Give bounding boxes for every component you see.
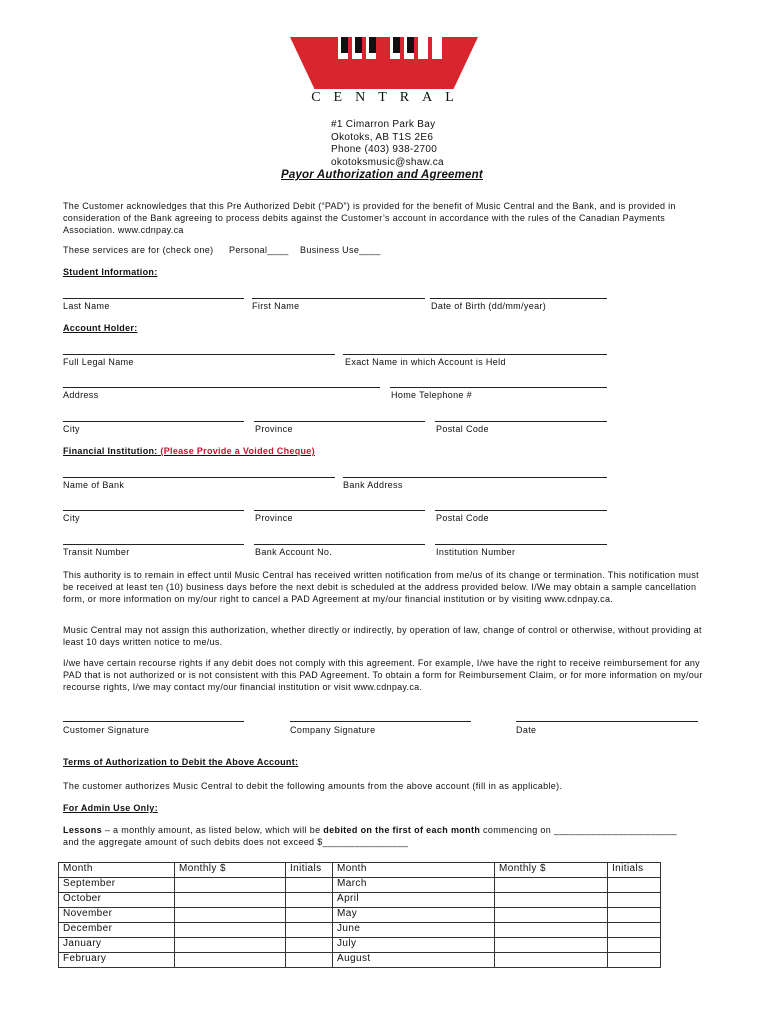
debit-schedule-table [58, 862, 661, 968]
amount-cell[interactable] [495, 893, 608, 908]
lessons-commencing[interactable]: commencing on _______________________ [480, 825, 678, 835]
services-label: These services are for (check one) [63, 245, 214, 255]
bank-name-label: Name of Bank [63, 480, 125, 490]
terms-heading: Terms of Authorization to Debit the Above Account: [63, 757, 299, 767]
customer-signature-field[interactable] [63, 721, 244, 722]
table-row [59, 938, 661, 953]
month-cell: September [59, 878, 175, 893]
lessons-text-bold: debited on the first of each month [323, 825, 481, 835]
first-name-field[interactable] [252, 298, 425, 299]
initials-cell[interactable] [286, 953, 333, 968]
financial-institution-heading [63, 446, 315, 456]
business-use-option[interactable]: Business Use____ [300, 245, 381, 255]
company-address [331, 119, 444, 169]
authority-paragraph: This authority is to remain in effect until Music Central has received written notification from me/us of its change or termination. This notification must be received at least ten (10) business days before the next debit is scheduled at the address provided below. I/We may obtain a sample cancellation form, or more information on my/our right to cancel a PAD Agreement at my/our financial institution or by visiting www.cdnpay.ca. [63, 570, 699, 604]
transit-number-field[interactable] [63, 544, 244, 545]
amount-cell[interactable] [175, 878, 286, 893]
header-monthly-amount: Monthly $ [175, 863, 286, 878]
account-holder-heading: Account Holder: [63, 323, 138, 333]
page-title: Payor Authorization and Agreement [281, 169, 483, 181]
address-line-1: #1 Cimarron Park Bay [331, 119, 436, 130]
student-info-heading: Student Information: [63, 267, 158, 277]
lessons-text-a: – a monthly amount, as listed below, which will be [101, 825, 324, 835]
institution-number-label: Institution Number [436, 547, 516, 557]
institution-number-field[interactable] [435, 544, 607, 545]
amount-cell[interactable] [495, 953, 608, 968]
date-label: Date [516, 725, 537, 735]
month-cell: July [333, 938, 495, 953]
financial-heading-label: Financial Institution: [63, 446, 158, 456]
first-name-label: First Name [252, 301, 300, 311]
amount-cell[interactable] [175, 938, 286, 953]
province-label: Province [255, 424, 293, 434]
province-field[interactable] [254, 421, 425, 422]
logo-word-music: MUSIC [333, 55, 435, 88]
date-field[interactable] [516, 721, 698, 722]
table-row [59, 893, 661, 908]
home-telephone-field[interactable] [390, 387, 607, 388]
lessons-line-2[interactable]: and the aggregate amount of such debits does not exceed $________________ [63, 837, 409, 847]
amount-cell[interactable] [175, 908, 286, 923]
bank-postal-code-field[interactable] [435, 510, 607, 511]
bank-address-label: Bank Address [343, 480, 403, 490]
initials-cell[interactable] [608, 893, 661, 908]
month-cell: March [333, 878, 495, 893]
voided-cheque-note: (Please Provide a Voided Cheque) [160, 446, 315, 456]
address-email: okotoksmusic@shaw.ca [331, 156, 444, 168]
amount-cell[interactable] [495, 878, 608, 893]
header-month: Month [59, 863, 175, 878]
home-telephone-label: Home Telephone # [391, 390, 472, 400]
month-cell: December [59, 923, 175, 938]
initials-cell[interactable] [608, 908, 661, 923]
bank-name-field[interactable] [63, 477, 335, 478]
postal-code-label: Postal Code [436, 424, 489, 434]
exact-name-label: Exact Name in which Account is Held [345, 357, 506, 367]
city-field[interactable] [63, 421, 244, 422]
month-cell: April [333, 893, 495, 908]
last-name-label: Last Name [63, 301, 110, 311]
logo-word-central: CENTRAL [311, 90, 467, 105]
full-legal-name-label: Full Legal Name [63, 357, 134, 367]
amount-cell[interactable] [495, 938, 608, 953]
dob-field[interactable] [430, 298, 607, 299]
amount-cell[interactable] [175, 893, 286, 908]
terms-text: The customer authorizes Music Central to debit the following amounts from the above account (fill in as applicable). [63, 781, 563, 791]
dob-label: Date of Birth (dd/mm/year) [431, 301, 547, 311]
admin-use-heading: For Admin Use Only: [63, 803, 158, 813]
table-row [59, 923, 661, 938]
customer-signature-label: Customer Signature [63, 725, 150, 735]
table-header-row [59, 863, 661, 878]
month-cell: June [333, 923, 495, 938]
initials-cell[interactable] [608, 953, 661, 968]
bank-account-label: Bank Account No. [255, 547, 333, 557]
month-cell: November [59, 908, 175, 923]
table-row [59, 908, 661, 923]
header-monthly-amount: Monthly $ [495, 863, 608, 878]
amount-cell[interactable] [175, 923, 286, 938]
address-line-2: Okotoks, AB T1S 2E6 [331, 131, 434, 143]
personal-option[interactable]: Personal____ [229, 245, 289, 255]
table-row [59, 953, 661, 968]
address-field[interactable] [63, 387, 380, 388]
bank-city-label: City [63, 513, 80, 523]
header-initials: Initials [608, 863, 661, 878]
initials-cell[interactable] [286, 923, 333, 938]
amount-cell[interactable] [175, 953, 286, 968]
assignment-paragraph: Music Central may not assign this authorization, whether directly or indirectly, by operation of law, change of control or otherwise, without providing at least 10 days written notice to me/us. [63, 625, 702, 647]
month-cell: August [333, 953, 495, 968]
initials-cell[interactable] [286, 893, 333, 908]
bank-account-field[interactable] [254, 544, 425, 545]
amount-cell[interactable] [495, 923, 608, 938]
header-month: Month [333, 863, 495, 878]
exact-name-field[interactable] [343, 354, 607, 355]
company-signature-label: Company Signature [290, 725, 376, 735]
initials-cell[interactable] [286, 878, 333, 893]
initials-cell[interactable] [286, 938, 333, 953]
initials-cell[interactable] [608, 938, 661, 953]
initials-cell[interactable] [608, 878, 661, 893]
intro-paragraph: The Customer acknowledges that this Pre Authorized Debit (“PAD”) is provided for the benefit of Music Central and the Bank, and is provided in consideration of the Bank agreeing to process debits against the Customer’s account in accordance with the rules of the Canadian Payments Association. www.cdnpay.ca [63, 201, 676, 235]
city-label: City [63, 424, 80, 434]
bank-postal-code-label: Postal Code [436, 513, 489, 523]
month-cell: February [59, 953, 175, 968]
lessons-label: Lessons [63, 825, 102, 835]
table-row [59, 878, 661, 893]
postal-code-field[interactable] [435, 421, 607, 422]
month-cell: May [333, 908, 495, 923]
month-cell: October [59, 893, 175, 908]
initials-cell[interactable] [286, 908, 333, 923]
address-line-3: Phone (403) 938-2700 [331, 144, 438, 155]
company-signature-field[interactable] [290, 721, 471, 722]
amount-cell[interactable] [495, 908, 608, 923]
last-name-field[interactable] [63, 298, 244, 299]
full-legal-name-field[interactable] [63, 354, 335, 355]
bank-province-field[interactable] [254, 510, 425, 511]
transit-number-label: Transit Number [63, 547, 130, 557]
bank-city-field[interactable] [63, 510, 244, 511]
address-label: Address [63, 390, 99, 400]
initials-cell[interactable] [608, 923, 661, 938]
month-cell: January [59, 938, 175, 953]
music-central-logo [286, 33, 482, 109]
lessons-line-1 [63, 825, 677, 835]
recourse-paragraph: I/we have certain recourse rights if any debit does not comply with this agreement. For example, I/we have the right to receive reimbursement for any PAD that is not authorized or is not consistent with this PAD Agreement. To obtain a form for Reimbursement Claim, or for more information on my/our recourse rights, I/we may contact my/our financial institution or visit www.cdnpay.ca. [63, 658, 703, 692]
bank-address-field[interactable] [343, 477, 607, 478]
bank-province-label: Province [255, 513, 293, 523]
header-initials: Initials [286, 863, 333, 878]
